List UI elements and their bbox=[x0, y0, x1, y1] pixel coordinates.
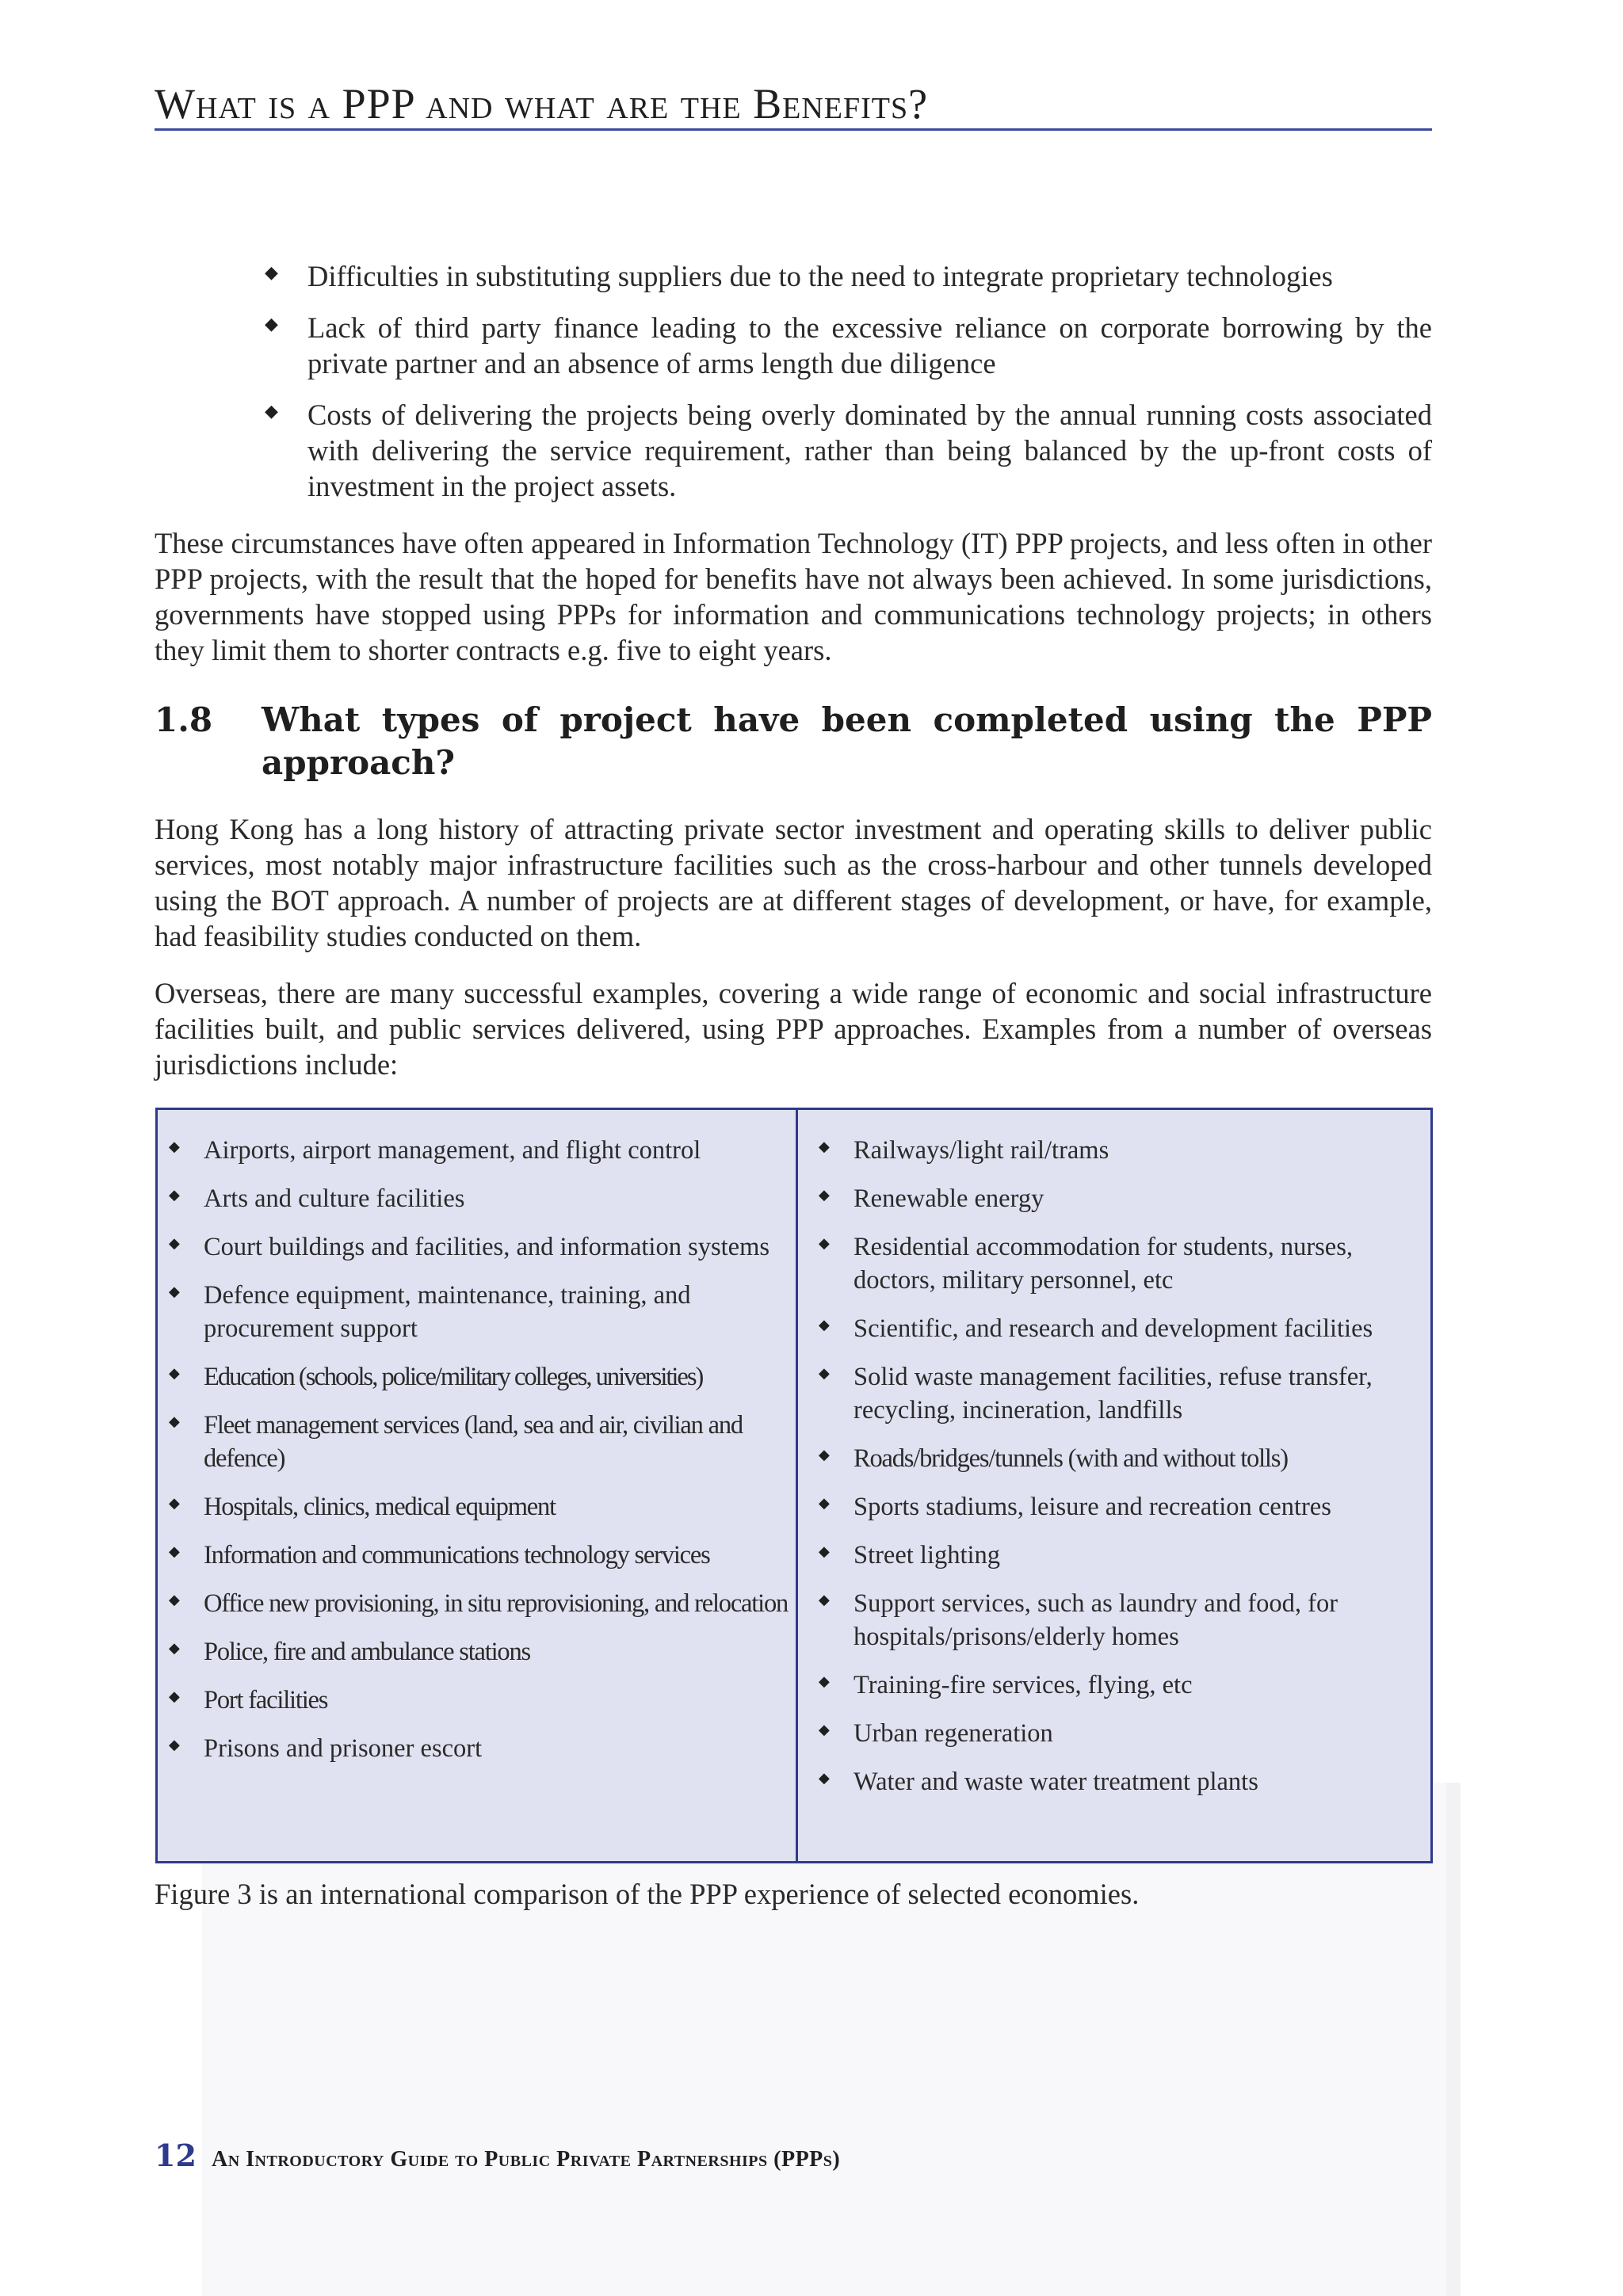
list-item bbox=[814, 1587, 1424, 1653]
list-item-text: Urban regeneration bbox=[854, 1719, 1053, 1748]
list-item bbox=[164, 1134, 790, 1167]
diamond-bullet-icon: ◆ bbox=[819, 1543, 830, 1559]
list-item-text: Roads/bridges/tunnels (with and without tolls) bbox=[854, 1444, 1288, 1473]
list-item-text: Office new provisioning, in situ reprovisioning, and relocation bbox=[204, 1589, 789, 1618]
list-item-text: Defence equipment, maintenance, training, and procurement support bbox=[204, 1281, 691, 1343]
list-item bbox=[164, 1684, 790, 1717]
diamond-bullet-icon: ◆ bbox=[819, 1365, 830, 1381]
diamond-bullet-icon: ◆ bbox=[819, 1673, 830, 1689]
list-item-text: Railways/light rail/trams bbox=[854, 1136, 1109, 1165]
header-rule bbox=[155, 128, 1432, 131]
list-item-text: Costs of delivering the projects being overly dominated by the annual running costs associated with delivering the service requirement, rather than being balanced by the up-front costs of investment in the project assets. bbox=[307, 399, 1432, 502]
list-item bbox=[164, 1587, 790, 1620]
diamond-bullet-icon: ◆ bbox=[169, 1737, 180, 1753]
list-item-text: Arts and culture facilities bbox=[204, 1184, 465, 1213]
list-item-text: Police, fire and ambulance stations bbox=[204, 1638, 530, 1666]
diamond-bullet-icon: ◆ bbox=[265, 401, 278, 421]
list-item-text: Information and communications technology services bbox=[204, 1541, 710, 1569]
list-item bbox=[814, 1230, 1424, 1297]
list-item-text: Prisons and prisoner escort bbox=[204, 1734, 483, 1763]
page-number: 12 bbox=[155, 2138, 197, 2173]
diamond-bullet-icon: ◆ bbox=[169, 1235, 180, 1251]
list-item-text: Court buildings and facilities, and information systems bbox=[204, 1233, 770, 1261]
list-item-text: Support services, such as laundry and food, for hospitals/prisons/elderly homes bbox=[854, 1589, 1338, 1651]
diamond-bullet-icon: ◆ bbox=[819, 1722, 830, 1737]
list-item bbox=[164, 1490, 790, 1524]
diamond-bullet-icon: ◆ bbox=[265, 262, 278, 282]
diamond-bullet-icon: ◆ bbox=[169, 1640, 180, 1656]
diamond-bullet-icon: ◆ bbox=[265, 314, 278, 334]
list-item bbox=[164, 1539, 790, 1572]
section-number: 1.8 bbox=[155, 700, 213, 739]
list-item-text: Hospitals, clinics, medical equipment bbox=[204, 1493, 556, 1521]
diamond-bullet-icon: ◆ bbox=[169, 1543, 180, 1559]
section-title: What types of project have been completed using the PPP approach? bbox=[262, 700, 1432, 782]
list-item bbox=[164, 1409, 790, 1475]
list-item bbox=[262, 397, 1432, 504]
diamond-bullet-icon: ◆ bbox=[169, 1283, 180, 1299]
list-item bbox=[814, 1539, 1424, 1572]
list-item-text: Renewable energy bbox=[854, 1184, 1044, 1213]
column-divider bbox=[796, 1110, 798, 1861]
list-item-text: Training-fire services, flying, etc bbox=[854, 1671, 1193, 1699]
list-item-text: Sports stadiums, leisure and recreation centres bbox=[854, 1493, 1331, 1521]
list-item bbox=[262, 258, 1432, 294]
list-item-text: Difficulties in substituting suppliers due to the need to integrate proprietary technologies bbox=[307, 260, 1333, 292]
list-item bbox=[814, 1490, 1424, 1524]
list-item bbox=[814, 1442, 1424, 1475]
figure-reference-text: Figure 3 is an international comparison of the PPP experience of selected economies. bbox=[155, 1878, 1140, 1910]
body-paragraph: Overseas, there are many successful examples, covering a wide range of economic and social infrastructure facilities built, and public services delivered, using PPP approaches. Examples from a number of overseas jurisdictions include: bbox=[155, 977, 1432, 1081]
diamond-bullet-icon: ◆ bbox=[819, 1447, 830, 1463]
list-item bbox=[164, 1230, 790, 1264]
list-item bbox=[164, 1635, 790, 1669]
list-item-text: Water and waste water treatment plants bbox=[854, 1768, 1258, 1796]
body-paragraph: These circumstances have often appeared in Information Technology (IT) PPP projects, and less often in other PPP projects, with the result that the hoped for benefits have not always been achieved. In some jurisdictions, governments have stopped using PPPs for information and communications technology projects; in others they limit them to shorter contracts e.g. five to eight years. bbox=[155, 527, 1432, 666]
diamond-bullet-icon: ◆ bbox=[819, 1495, 830, 1511]
list-item-text: Lack of third party finance leading to the excessive reliance on corporate borrowing by the private partner and an absence of arms length due diligence bbox=[307, 311, 1432, 379]
page-footer bbox=[155, 2138, 841, 2173]
diamond-bullet-icon: ◆ bbox=[819, 1138, 830, 1154]
list-item-text: Street lighting bbox=[854, 1541, 1001, 1569]
list-item-text: Port facilities bbox=[204, 1686, 328, 1714]
list-item bbox=[164, 1279, 790, 1345]
list-item-text: Education (schools, police/military colleges, universities) bbox=[204, 1363, 703, 1391]
diamond-bullet-icon: ◆ bbox=[169, 1688, 180, 1704]
diamond-bullet-icon: ◆ bbox=[169, 1592, 180, 1608]
diamond-bullet-icon: ◆ bbox=[169, 1495, 180, 1511]
diamond-bullet-icon: ◆ bbox=[819, 1592, 830, 1608]
list-item bbox=[164, 1360, 790, 1394]
guide-title: An Introductory Guide to Public Private Partnerships (PPPs) bbox=[211, 2147, 841, 2172]
page-header-title: What is a PPP and what are the Benefits? bbox=[155, 80, 929, 128]
list-item bbox=[814, 1182, 1424, 1215]
list-item bbox=[814, 1312, 1424, 1345]
list-item-text: Solid waste management facilities, refuse transfer, recycling, incineration, landfills bbox=[854, 1363, 1373, 1425]
list-item-text: Fleet management services (land, sea and air, civilian and defence) bbox=[204, 1411, 743, 1473]
list-item bbox=[814, 1134, 1424, 1167]
list-item-text: Scientific, and research and development facilities bbox=[854, 1314, 1373, 1343]
diamond-bullet-icon: ◆ bbox=[819, 1235, 830, 1251]
list-item bbox=[814, 1669, 1424, 1702]
diamond-bullet-icon: ◆ bbox=[819, 1317, 830, 1333]
list-item-text: Residential accommodation for students, nurses, doctors, military personnel, etc bbox=[854, 1233, 1354, 1295]
diamond-bullet-icon: ◆ bbox=[169, 1365, 180, 1381]
examples-right-column bbox=[814, 1134, 1424, 1814]
examples-left-column bbox=[164, 1134, 790, 1780]
page-shading-edge bbox=[1446, 1783, 1461, 2296]
list-item bbox=[814, 1360, 1424, 1427]
list-item bbox=[814, 1717, 1424, 1750]
top-bullet-list bbox=[262, 258, 1432, 520]
diamond-bullet-icon: ◆ bbox=[169, 1413, 180, 1429]
list-item bbox=[164, 1732, 790, 1765]
diamond-bullet-icon: ◆ bbox=[169, 1138, 180, 1154]
diamond-bullet-icon: ◆ bbox=[819, 1187, 830, 1203]
body-paragraph: Hong Kong has a long history of attracting private sector investment and operating skills to deliver public services, most notably major infrastructure facilities such as the cross-harbour and other tunnels developed using the BOT approach. A number of projects are at different stages of development, or have, for example, had feasibility studies conducted on them. bbox=[155, 813, 1432, 952]
diamond-bullet-icon: ◆ bbox=[169, 1187, 180, 1203]
examples-box bbox=[155, 1108, 1433, 1863]
list-item-text: Airports, airport management, and flight control bbox=[204, 1136, 701, 1165]
list-item bbox=[262, 310, 1432, 381]
list-item bbox=[164, 1182, 790, 1215]
list-item bbox=[814, 1765, 1424, 1798]
section-heading bbox=[155, 699, 1432, 784]
diamond-bullet-icon: ◆ bbox=[819, 1770, 830, 1786]
